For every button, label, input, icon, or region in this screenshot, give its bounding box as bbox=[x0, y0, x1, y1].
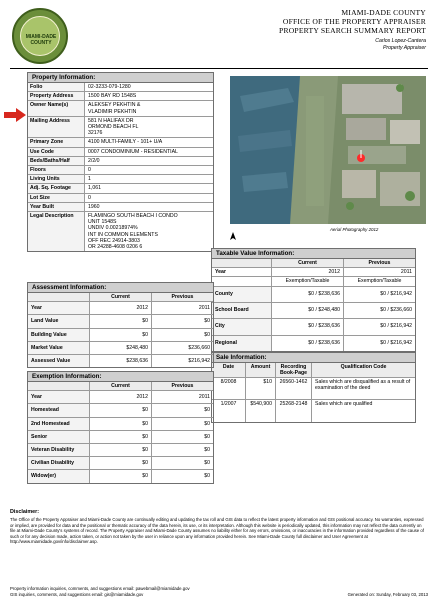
sale-row bbox=[212, 378, 415, 400]
sale-date: 1/2007 bbox=[212, 400, 246, 422]
property-value: FLAMINGO SOUTH BEACH I CONDO UNIT 1548S UNDIV 0.00218974% INT IN COMMON ELEMENTS OFF REC 24914-3803 OR 24288-4608 0206 6 bbox=[88, 213, 178, 251]
sale-col-date: Date bbox=[212, 363, 246, 377]
taxable-value-section bbox=[211, 248, 416, 352]
exemption-row-label: Civilian Disability bbox=[28, 457, 90, 469]
taxable-row bbox=[212, 319, 415, 335]
assessment-row-label: Building Value bbox=[28, 329, 90, 341]
property-label: Legal Description bbox=[28, 212, 85, 251]
exemption-row-previous: $0 bbox=[204, 460, 210, 467]
property-value: 4100 MULTI-FAMILY - 101+ U/A bbox=[88, 139, 163, 146]
header-county: MIAMI-DADE COUNTY bbox=[341, 8, 426, 17]
taxable-value-title: Taxable Value Information: bbox=[212, 249, 415, 259]
sale-amount: $540,900 bbox=[246, 400, 276, 422]
sale-amount: $10 bbox=[246, 378, 276, 399]
sale-header-row bbox=[212, 363, 415, 378]
assessment-row-label: Land Value bbox=[28, 315, 90, 327]
assessment-row-label: Market Value bbox=[28, 342, 90, 354]
exemption-row-current: $0 bbox=[90, 404, 152, 416]
taxable-col-current: Current bbox=[272, 259, 344, 267]
exemption-title: Exemption Information: bbox=[28, 372, 213, 382]
taxable-year-current: 2012 bbox=[272, 268, 344, 276]
exemption-row-current: $0 bbox=[90, 470, 152, 482]
sale-book-page: 25268-2148 bbox=[276, 400, 312, 422]
property-value: 1500 BAY RD 1548S bbox=[88, 93, 137, 100]
taxable-row bbox=[212, 287, 415, 303]
property-label: Property Address bbox=[28, 92, 85, 100]
property-label: Year Built bbox=[28, 203, 85, 211]
appraiser-name: Carlos Lopez-Cantera bbox=[375, 38, 426, 44]
property-value: 1 bbox=[88, 176, 91, 183]
taxable-row-previous: $0 / $216,942 bbox=[380, 290, 412, 297]
taxable-row bbox=[212, 336, 415, 351]
taxable-year-row bbox=[212, 268, 415, 277]
property-row bbox=[28, 184, 213, 193]
taxable-row-current: $0 / $248,480 bbox=[272, 303, 344, 318]
property-row bbox=[28, 194, 213, 203]
county-seal-logo: MIAMI-DADE COUNTY bbox=[12, 8, 68, 64]
exemption-row-previous: 2011 bbox=[198, 394, 210, 401]
assessment-row bbox=[28, 342, 213, 355]
property-label: Use Code bbox=[28, 148, 85, 156]
property-row bbox=[28, 212, 213, 251]
header-report-title: PROPERTY SEARCH SUMMARY REPORT bbox=[279, 26, 426, 35]
taxable-row-previous: $0 / $236,660 bbox=[380, 306, 412, 313]
red-arrow-icon bbox=[4, 108, 26, 122]
property-info-section bbox=[27, 72, 214, 252]
exemption-row-label: 2nd Homestead bbox=[28, 418, 90, 430]
exemption-row-label: Veteran Disability bbox=[28, 444, 90, 456]
sale-row bbox=[212, 400, 415, 422]
disclaimer-text: The Office of the Property Appraiser and Miami-Dade County are continually editing and updating the tax roll and GIS data to reflect the latest property information and GIS positional accuracy. No warranties, expressed or implied, are provided for data and the positional or thematic accuracy of the data herein, its use, or its interpretation. Although this website is periodically updated, this information may not reflect the data currently on file at Miami-Dade County's systems of record. The Property Appraiser and Miami-Dade County assumes no liability either for any errors, omissions, or inaccuracies in the information provided regardless of the cause of such or for any decision made, action taken, or action not taken by the user in reliance upon any information provided herein. See Miami-Dade County full disclaimer and User Agreement at http://www.miamidade.gov/info/disclaimer.asp. bbox=[10, 517, 424, 545]
taxable-row bbox=[212, 303, 415, 319]
assessment-row-previous: $0 bbox=[204, 331, 210, 338]
property-label: Owner Name(s) bbox=[28, 101, 85, 115]
property-value: 0007 CONDOMINIUM - RESIDENTIAL bbox=[88, 148, 178, 155]
footer bbox=[10, 586, 428, 597]
property-value: ALEKSEY PEKHTIN & VLADIMIR PEKHTIN bbox=[88, 102, 141, 115]
assessment-row bbox=[28, 329, 213, 342]
taxable-row-label: School Board bbox=[212, 303, 272, 318]
disclaimer-title: Disclaimer: bbox=[10, 509, 40, 515]
exemption-row-current: $0 bbox=[90, 444, 152, 456]
taxable-row-label: County bbox=[212, 287, 272, 302]
assessment-col-previous: Previous bbox=[171, 294, 194, 300]
header-divider bbox=[10, 68, 428, 69]
assessment-title: Assessment Information: bbox=[28, 283, 213, 293]
exemption-row bbox=[28, 444, 213, 457]
taxable-year-label: Year bbox=[212, 268, 272, 276]
appraiser-title: Property Appraiser bbox=[382, 45, 426, 51]
assessment-row bbox=[28, 355, 213, 367]
assessment-col-current: Current bbox=[90, 293, 152, 301]
property-value: 581 N HALIFAX DR ORMOND BEACH FL 32176 bbox=[88, 117, 139, 137]
assessment-row-current: $238,636 bbox=[90, 355, 152, 367]
sale-book-page: 26560-1462 bbox=[276, 378, 312, 399]
assessment-row-previous: $0 bbox=[204, 318, 210, 325]
exemption-row-current: 2012 bbox=[90, 391, 152, 403]
property-value: 2/2/0 bbox=[88, 157, 100, 164]
taxable-row-current: $0 / $238,636 bbox=[272, 319, 344, 334]
sale-qualification: Sales which are disqualified as a result of examination of the deed bbox=[315, 379, 411, 392]
exemption-row-previous: $0 bbox=[204, 420, 210, 427]
aerial-photo bbox=[230, 76, 426, 224]
property-row bbox=[28, 117, 213, 139]
property-row bbox=[28, 138, 213, 147]
assessment-row-previous: 2011 bbox=[198, 305, 210, 312]
taxable-sub-current: Exemption/Taxable bbox=[272, 277, 344, 285]
taxable-row-current: $0 / $238,636 bbox=[272, 287, 344, 302]
exemption-row-label: Senior bbox=[28, 431, 90, 443]
taxable-row-previous: $0 / $216,942 bbox=[380, 339, 412, 346]
exemption-row bbox=[28, 404, 213, 417]
property-row bbox=[28, 83, 213, 92]
property-row bbox=[28, 148, 213, 157]
property-label: Beds/Baths/Half bbox=[28, 157, 85, 165]
exemption-row-previous: $0 bbox=[204, 407, 210, 414]
property-value: 0 bbox=[88, 194, 91, 201]
sale-col-amount: Amount bbox=[246, 363, 276, 377]
contact-gis-email: GIS inquiries, comments, and suggestions email: gis@miamidade.gov bbox=[10, 591, 144, 597]
assessment-row-current: $0 bbox=[90, 329, 152, 341]
exemption-row bbox=[28, 457, 213, 470]
exemption-row-previous: $0 bbox=[204, 473, 210, 480]
exemption-row bbox=[28, 391, 213, 404]
taxable-row-label: City bbox=[212, 319, 272, 334]
property-value: 02-3233-079-1280 bbox=[88, 84, 131, 90]
sale-info-section bbox=[211, 352, 416, 423]
property-row bbox=[28, 166, 213, 175]
property-info-title: Property Information: bbox=[28, 73, 213, 83]
property-row bbox=[28, 157, 213, 166]
taxable-sub-row bbox=[212, 277, 415, 286]
property-label: Lot Size bbox=[28, 194, 85, 202]
sale-info-title: Sale Information: bbox=[212, 353, 415, 363]
contact-property-email: Property information inquiries, comments, and suggestions email: pawebmail@miamidade.gov bbox=[10, 586, 190, 591]
exemption-row-label: Year bbox=[28, 391, 90, 403]
property-row bbox=[28, 101, 213, 116]
north-arrow-icon bbox=[230, 227, 236, 235]
assessment-row bbox=[28, 302, 213, 315]
sale-date: 8/2008 bbox=[212, 378, 246, 399]
exemption-row-label: Widow(er) bbox=[28, 470, 90, 482]
exemption-row bbox=[28, 418, 213, 431]
property-value: 1960 bbox=[88, 203, 100, 210]
exemption-col-current: Current bbox=[90, 382, 152, 390]
property-label: Adj. Sq. Footage bbox=[28, 184, 85, 192]
taxable-sub-previous: Exemption/Taxable bbox=[357, 278, 402, 285]
taxable-header-row bbox=[212, 259, 415, 268]
assessment-row-label: Assessed Value bbox=[28, 355, 90, 367]
property-label: Mailing Address bbox=[28, 117, 85, 138]
exemption-row-current: $0 bbox=[90, 418, 152, 430]
photo-caption: Aerial Photography 2012 bbox=[330, 227, 379, 232]
generated-date: Generated on: Sunday, February 03, 2013 bbox=[347, 591, 428, 597]
exemption-row bbox=[28, 470, 213, 482]
property-value: 1,061 bbox=[88, 185, 101, 192]
exemption-row-current: $0 bbox=[90, 431, 152, 443]
taxable-year-previous: 2011 bbox=[400, 269, 412, 276]
sale-qualification: Sales which are qualified bbox=[315, 401, 373, 407]
taxable-row-label: Regional bbox=[212, 336, 272, 351]
exemption-row-previous: $0 bbox=[204, 433, 210, 440]
taxable-row-previous: $0 / $216,942 bbox=[380, 323, 412, 330]
header-office: OFFICE OF THE PROPERTY APPRAISER bbox=[282, 17, 426, 26]
exemption-row-previous: $0 bbox=[204, 447, 210, 454]
exemption-row-current: $0 bbox=[90, 457, 152, 469]
assessment-row-previous: $236,660 bbox=[188, 344, 210, 351]
exemption-header-row bbox=[28, 382, 213, 391]
property-value: 0 bbox=[88, 167, 91, 174]
exemption-col-previous: Previous bbox=[171, 383, 194, 389]
assessment-row-current: $248,480 bbox=[90, 342, 152, 354]
property-label: Primary Zone bbox=[28, 138, 85, 146]
property-row bbox=[28, 203, 213, 212]
property-row bbox=[28, 175, 213, 184]
taxable-col-previous: Previous bbox=[368, 260, 391, 266]
property-row bbox=[28, 92, 213, 101]
exemption-row bbox=[28, 431, 213, 444]
assessment-header-row bbox=[28, 293, 213, 302]
assessment-row-current: 2012 bbox=[90, 302, 152, 314]
property-label: Living Units bbox=[28, 175, 85, 183]
sale-col-qualification: Qualification Code bbox=[340, 364, 387, 370]
assessment-row-current: $0 bbox=[90, 315, 152, 327]
sale-col-book: Recording Book-Page bbox=[276, 363, 312, 377]
exemption-row-label: Homestead bbox=[28, 404, 90, 416]
property-label: Folio bbox=[28, 83, 85, 91]
assessment-row-label: Year bbox=[28, 302, 90, 314]
assessment-row-previous: $216,942 bbox=[188, 358, 210, 365]
assessment-section bbox=[27, 282, 214, 368]
property-label: Floors bbox=[28, 166, 85, 174]
taxable-row-current: $0 / $238,636 bbox=[272, 336, 344, 351]
exemption-section bbox=[27, 371, 214, 484]
assessment-row bbox=[28, 315, 213, 328]
